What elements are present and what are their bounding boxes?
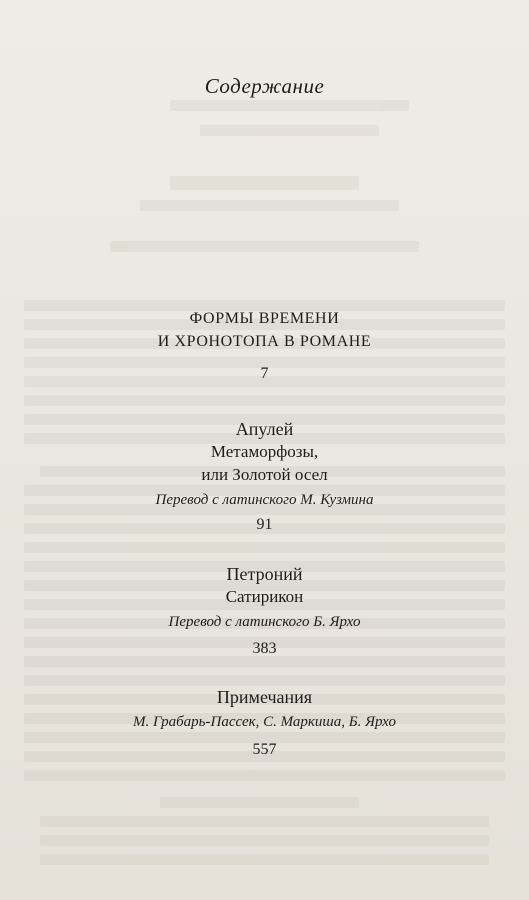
entry-title-line: И ХРОНОТОПА В РОМАНЕ [157,333,372,350]
entry-page-number: 7 [260,365,269,382]
entry-title-line: Сатирикон [225,587,304,606]
entry-author: Апулей [235,419,294,439]
show-through-texture [0,100,529,282]
entry-page-number: 91 [256,516,273,533]
entry-translator: М. Грабарь-Пассек, С. Маркиша, Б. Ярхо [133,714,396,730]
entry-page-number: 383 [252,640,277,657]
entry-author: Петроний [226,564,303,584]
entry-title-line: или Золотой осел [201,465,328,484]
entry-page-number: 557 [252,741,277,758]
entry-translator: Перевод с латинского Б. Ярхо [168,614,361,630]
entry-author: Примечания [216,687,313,707]
contents-heading: Содержание [204,74,325,98]
entry-title-line: Метаморфозы, [210,442,319,461]
entry-translator: Перевод с латинского М. Кузмина [155,492,374,508]
entry-title-line: ФОРМЫ ВРЕМЕНИ [189,310,340,327]
